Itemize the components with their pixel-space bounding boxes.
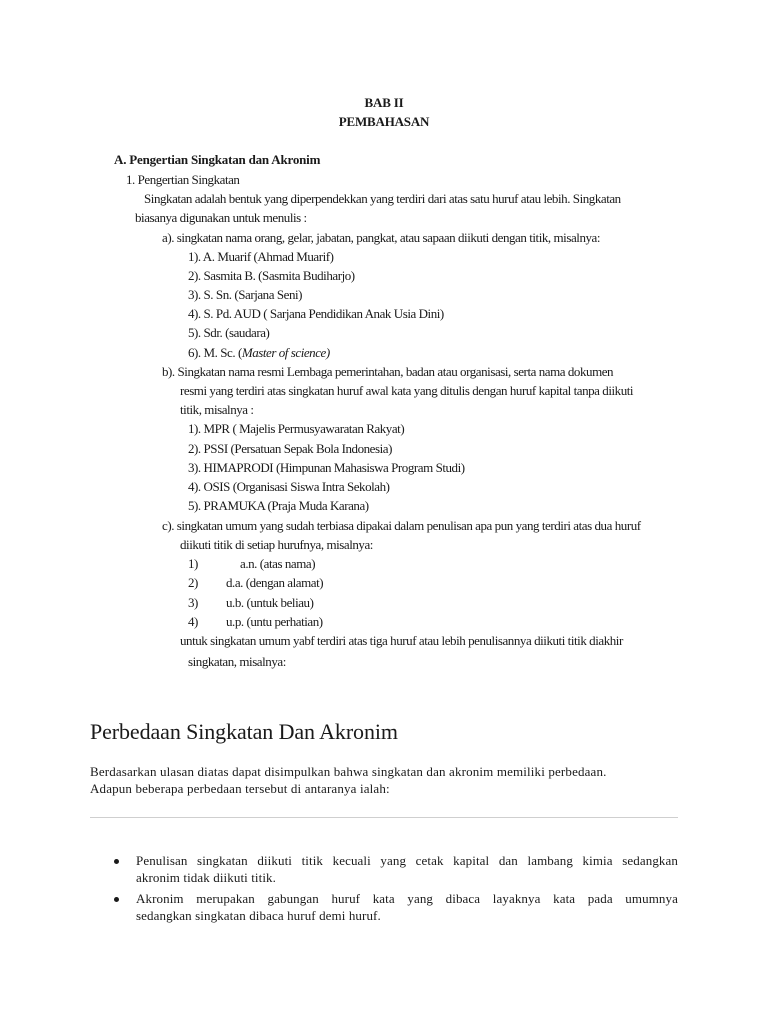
subsection-1-heading: 1. Pengertian Singkatan: [126, 172, 240, 187]
item-b-text-1: b). Singkatan nama resmi Lembaga pemerintahan, badan atau organisasi, serta nama dokumen: [162, 364, 614, 379]
bullet-item-2-line-2: sedangkan singkatan dibaca huruf demi huruf.: [136, 908, 381, 923]
intro-line-2: biasanya digunakan untuk menulis :: [135, 210, 307, 225]
item-b-5: 5). PRAMUKA (Praja Muda Karana): [188, 498, 369, 513]
chapter-title: PEMBAHASAN: [338, 114, 430, 129]
bullet-dot-icon: [114, 897, 119, 902]
item-a-text: a). singkatan nama orang, gelar, jabatan, pangkat, atau sapaan diikuti dengan titik, misalnya:: [162, 230, 601, 245]
intro-line-1: Singkatan adalah bentuk yang diperpendekkan yang terdiri dari atas satu huruf atau lebih. Singkatan: [144, 191, 621, 206]
item-c-2-text: d.a. (dengan alamat): [226, 575, 324, 590]
bullet-item-1-line-2: akronim tidak diikuti titik.: [136, 870, 277, 885]
item-a-6-prefix: 6). M. Sc. (: [188, 345, 242, 360]
item-c-4-text: u.p. (untu perhatian): [226, 614, 323, 629]
item-c-3-text: u.b. (untuk beliau): [226, 595, 314, 610]
bullet-item-1-line-1: Penulisan singkatan diikuti titik kecuali yang cetak kapital dan lambang kimia sedangkan: [136, 853, 678, 868]
article-paragraph-line-1: Berdasarkan ulasan diatas dapat disimpulkan bahwa singkatan dan akronim memiliki perbedaan.: [90, 764, 607, 779]
item-c-4-num: 4): [188, 614, 198, 629]
item-c-text-2: diikuti titik di setiap hurufnya, misalnya:: [180, 537, 373, 552]
item-b-3: 3). HIMAPRODI (Himpunan Mahasiswa Program Studi): [188, 460, 465, 475]
item-c-tail-1: untuk singkatan umum yabf terdiri atas tiga huruf atau lebih penulisannya diikuti titik diakhir: [180, 633, 623, 648]
bullet-item-1: [136, 852, 678, 886]
item-c-1-num: 1): [188, 556, 198, 571]
item-a-1: 1). A. Muarif (Ahmad Muarif): [188, 249, 334, 264]
bullet-item-2-line-1: Akronim merupakan gabungan huruf kata yang dibaca layaknya kata pada umumnya: [136, 891, 678, 906]
item-a-5: 5). Sdr. (saudara): [188, 325, 270, 340]
item-a-2: 2). Sasmita B. (Sasmita Budiharjo): [188, 268, 355, 283]
item-c-tail-2: singkatan, misalnya:: [188, 654, 286, 669]
article-heading: Perbedaan Singkatan Dan Akronim: [90, 719, 398, 744]
item-c-1-text: a.n. (atas nama): [240, 556, 316, 571]
section-divider: [90, 817, 678, 818]
item-a-6-italic: Master of science): [241, 345, 330, 360]
bullet-dot-icon: [114, 859, 119, 864]
item-a-3: 3). S. Sn. (Sarjana Seni): [188, 287, 303, 302]
item-b-text-3: titik, misalnya :: [180, 402, 254, 417]
item-b-4: 4). OSIS (Organisasi Siswa Intra Sekolah): [188, 479, 390, 494]
item-c-2-num: 2): [188, 575, 198, 590]
item-c-text-1: c). singkatan umum yang sudah terbiasa dipakai dalam penulisan apa pun yang terdiri atas dua huruf: [162, 518, 641, 533]
chapter-label: BAB II: [364, 95, 404, 110]
item-b-1: 1). MPR ( Majelis Permusyawaratan Rakyat): [188, 421, 405, 436]
bullet-item-2: [136, 890, 678, 924]
item-c-3-num: 3): [188, 595, 198, 610]
article-paragraph-line-2: Adapun beberapa perbedaan tersebut di antaranya ialah:: [90, 781, 390, 796]
section-a-heading: A. Pengertian Singkatan dan Akronim: [114, 152, 321, 167]
item-a-4: 4). S. Pd. AUD ( Sarjana Pendidikan Anak Usia Dini): [188, 306, 444, 321]
item-a-6: [188, 345, 330, 361]
item-b-text-2: resmi yang terdiri atas singkatan huruf awal kata yang ditulis dengan huruf kapital tanpa diikuti: [180, 383, 634, 398]
item-b-2: 2). PSSI (Persatuan Sepak Bola Indonesia): [188, 441, 392, 456]
